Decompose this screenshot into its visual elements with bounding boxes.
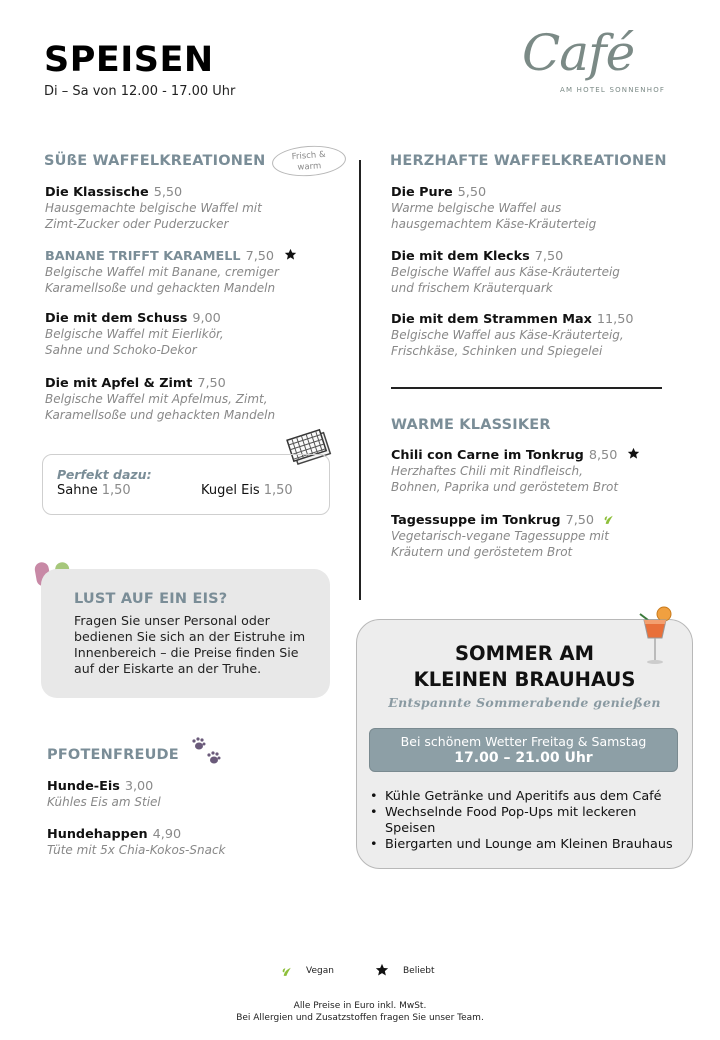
menu-item (45, 311, 224, 358)
ice-cream-text: Fragen Sie unser Personal oder bedienen Sie sich an der Eistruhe im Innenbereich – die Preise finden Sie auf der Eiskarte an der Truhe. (74, 613, 306, 676)
star-icon (627, 447, 640, 460)
footer-note: Alle Preise in Euro inkl. MwSt. Bei Allergien und Zusatzstoffen fragen Sie unser Team. (236, 1001, 484, 1023)
star-icon (284, 248, 297, 261)
item-description: Warme belgische Waffel aus hausgemachtem Käse-Kräuterteig (391, 201, 597, 231)
menu-item (391, 447, 640, 495)
item-price: 3,00 (124, 779, 154, 794)
leaf-icon (281, 964, 294, 977)
item-price: 4,90 (152, 827, 182, 842)
menu-item (45, 185, 262, 232)
item-description: Vegetarisch-vegane Tagessuppe mit Kräutern und geröstetem Brot (391, 529, 609, 559)
item-price: 9,00 (192, 311, 221, 326)
menu-item (391, 185, 596, 232)
savory-waffles-title: HERZHAFTE WAFFELKREATIONEN (390, 153, 667, 169)
list-item: • Biergarten und Lounge am Kleinen Brauhaus (370, 837, 690, 853)
legend-vegan-label: Vegan (306, 966, 334, 976)
banner-hours: 17.00 – 21.00 Uhr (454, 750, 593, 766)
item-description: Belgische Waffel mit Banane, cremiger Karamellsoße und gehackten Mandeln (45, 265, 279, 295)
summer-hours-banner (369, 728, 678, 772)
item-name: Hundehappen (47, 827, 148, 842)
summer-features-list (370, 789, 690, 853)
menu-item (391, 249, 620, 296)
fresh-warm-badge (271, 143, 347, 178)
cafe-logo: Café (522, 24, 635, 82)
banner-days: Bei schönem Wetter Freitag & Samstag (400, 734, 647, 749)
item-price: 7,50 (245, 249, 275, 264)
leaf-icon (603, 512, 616, 525)
menu-item (47, 827, 226, 858)
menu-item (391, 312, 634, 359)
item-name: Die mit Apfel & Zimt (45, 376, 193, 391)
item-name: Die mit dem Klecks (391, 249, 530, 264)
opening-hours: Di – Sa von 12.00 - 17.00 Uhr (44, 84, 236, 99)
item-name: Die mit dem Strammen Max (391, 312, 592, 327)
item-description: Belgische Waffel aus Käse-Kräuterteig und frischem Kräuterquark (391, 265, 620, 295)
item-price: 11,50 (596, 312, 634, 327)
item-description: Herzhaftes Chili mit Rindfleisch, Bohnen, Paprika und geröstetem Brot (391, 464, 619, 494)
item-price: 5,50 (153, 185, 183, 200)
menu-item (47, 779, 161, 810)
sweet-waffles-title: SÜßE WAFFELKREATIONEN (44, 153, 266, 169)
addon-item: Sahne 1,50 (57, 483, 131, 498)
summer-promo-subtitle: Entspannte Sommerabende genießen (388, 695, 661, 710)
summer-promo-title: SOMMER AM KLEINEN BRAUHAUS (413, 642, 636, 691)
item-name: Hunde-Eis (47, 779, 120, 794)
item-description: Belgische Waffel mit Eierlikör, Sahne und Schoko-Dekor (45, 327, 224, 357)
paw-icon (190, 737, 226, 769)
item-name: Tagessuppe im Tonkrug (391, 513, 561, 528)
item-name: Chili con Carne im Tonkrug (391, 448, 584, 463)
paw-section-title: PFOTENFREUDE (47, 747, 179, 763)
item-name: Die Klassische (45, 185, 149, 200)
list-item: • Kühle Getränke und Aperitifs aus dem Café (370, 789, 690, 805)
item-name: BANANE TRIFFT KARAMELL (45, 249, 241, 264)
badge-line-2: warm (297, 161, 322, 173)
item-name: Die Pure (391, 185, 453, 200)
warm-classics-title: WARME KLASSIKER (391, 417, 551, 433)
item-description: Kühles Eis am Stiel (47, 795, 161, 809)
ice-cream-title: LUST AUF EIN EIS? (74, 591, 228, 607)
cafe-logo-subtitle: AM HOTEL SONNENHOF (560, 86, 666, 94)
menu-item (45, 376, 275, 423)
item-description: Tüte mit 5x Chia-Kokos-Snack (47, 843, 226, 857)
column-divider (359, 160, 361, 600)
perfect-addons-title: Perfekt dazu: (57, 467, 152, 482)
item-description: Hausgemachte belgische Waffel mit Zimt-Zucker oder Puderzucker (45, 201, 262, 231)
menu-item (391, 512, 616, 560)
list-item: • Wechselnde Food Pop-Ups mit leckeren Speisen (370, 805, 690, 837)
star-icon (375, 963, 389, 977)
item-name: Die mit dem Schuss (45, 311, 188, 326)
page-title: SPEISEN (44, 40, 214, 80)
badge-line-1: Frisch & (291, 149, 326, 163)
section-divider (391, 387, 662, 389)
item-price: 7,50 (197, 376, 226, 391)
addon-item: Kugel Eis 1,50 (201, 483, 293, 498)
item-price: 5,50 (457, 185, 487, 200)
legend-popular-label: Beliebt (403, 966, 435, 976)
item-price: 7,50 (534, 249, 564, 264)
item-description: Belgische Waffel mit Apfelmus, Zimt, Karamellsoße und gehackten Mandeln (45, 392, 276, 422)
item-price: 7,50 (565, 513, 595, 528)
item-price: 8,50 (588, 448, 618, 463)
menu-item (45, 248, 297, 296)
item-description: Belgische Waffel aus Käse-Kräuterteig, Frischkäse, Schinken und Spiegelei (391, 328, 624, 358)
